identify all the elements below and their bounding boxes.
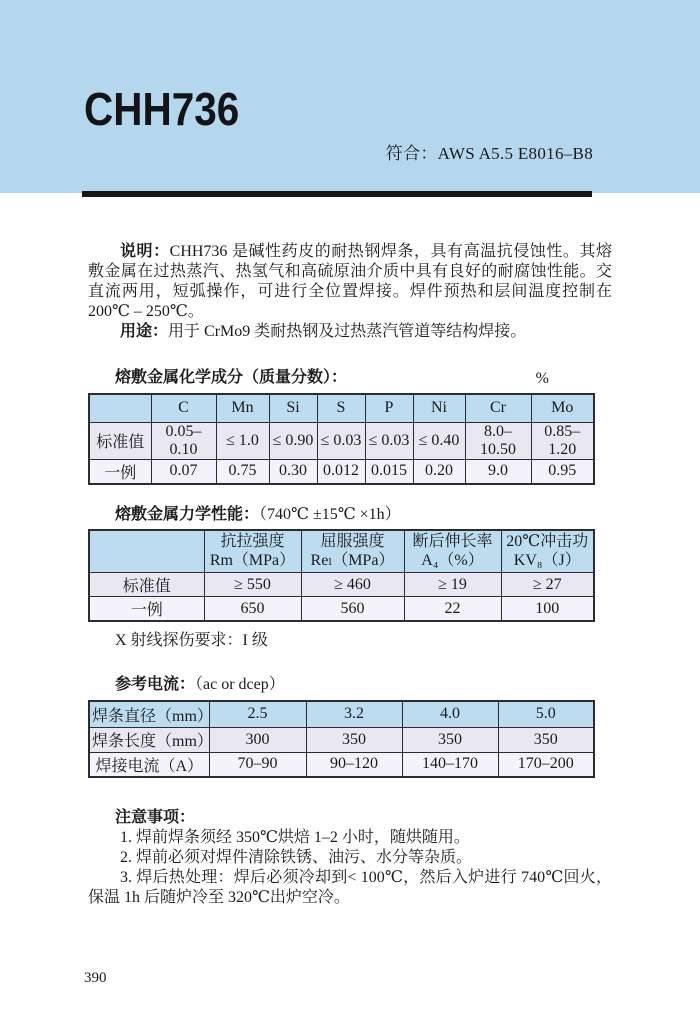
chem-col-header: S	[317, 394, 365, 422]
chem-value: 0.75	[216, 459, 269, 484]
chem-corner-cell	[89, 394, 151, 422]
row-label: 一例	[89, 459, 151, 484]
row-label: 一例	[89, 597, 204, 622]
chem-col-header: Cr	[465, 394, 531, 422]
current-diameter-row	[89, 701, 594, 727]
current-value: 5.0	[498, 701, 594, 727]
description-text: CHH736 是碱性药皮的耐热钢焊条，具有高温抗侵蚀性。其熔敷金属在过热蒸汽、热氢气和高硫原油介质中具有良好的耐腐蚀性能。交直流两用，短弧操作，可进行全位置焊接。焊件预热和层间温度控制在 200℃ – 250℃。	[88, 243, 612, 320]
chem-col-header: Si	[269, 394, 317, 422]
mech-col-header	[501, 530, 594, 573]
chemical-composition-table	[88, 393, 595, 485]
chem-value: 0.012	[317, 459, 365, 484]
row-label: 焊条长度（mm）	[89, 727, 209, 752]
compliance-standard: 符合：AWS A5.5 E8016–B8	[385, 144, 593, 163]
mech-value: ≥ 460	[301, 573, 404, 597]
mech-section-title	[88, 505, 612, 525]
chem-value: 0.05–0.10	[151, 422, 216, 459]
current-value: 3.2	[306, 701, 402, 727]
notes-title: 注意事项：	[115, 809, 196, 826]
mech-col-header	[204, 530, 301, 573]
mech-value: 650	[204, 597, 301, 622]
mech-col-name: 断后伸长率	[412, 533, 493, 551]
usage-paragraph	[88, 322, 612, 342]
mechanical-properties-table	[88, 529, 595, 623]
chem-value: ≤ 0.40	[413, 422, 465, 459]
mech-value: ≥ 550	[204, 573, 301, 597]
reference-current-table	[88, 700, 595, 778]
chem-section-title: 熔敷金属化学成分（质量分数）：	[115, 369, 348, 386]
mech-col-symbol: KV₈（J）	[513, 552, 581, 570]
mech-title-condition: （740℃ ±15℃ ×1h）	[259, 505, 401, 523]
chem-col-header: Mo	[531, 394, 594, 422]
mech-standard-row	[89, 573, 594, 597]
chem-example-row	[89, 459, 594, 484]
usage-label: 用途：	[120, 323, 169, 340]
note-item: 1. 焊前焊条须经 350℃烘焙 1–2 小时，随烘随用。	[120, 829, 470, 846]
chem-unit-percent: %	[535, 370, 549, 387]
xray-requirement: X 射线探伤要求：I 级	[115, 632, 268, 649]
mech-corner-cell	[89, 530, 204, 573]
mech-col-header	[404, 530, 501, 573]
chem-header-row	[89, 394, 594, 422]
current-value: 4.0	[402, 701, 498, 727]
mech-value: ≥ 19	[404, 573, 501, 597]
mech-value: 22	[404, 597, 501, 622]
chem-value: 0.20	[413, 459, 465, 484]
current-amperage-row	[89, 752, 594, 777]
mech-title-label: 熔敷金属力学性能：	[115, 505, 260, 523]
page-content	[88, 242, 612, 908]
mech-col-name: 抗拉强度	[220, 533, 285, 551]
chem-value: 0.85–1.20	[531, 422, 594, 459]
current-value: 2.5	[209, 701, 306, 727]
chem-value: 0.015	[365, 459, 413, 484]
mech-header-row	[89, 530, 594, 573]
current-value: 90–120	[306, 752, 402, 777]
chem-col-header: Mn	[216, 394, 269, 422]
mech-col-header	[301, 530, 404, 573]
note-item: 2. 焊前必须对焊件清除铁锈、油污、水分等杂质。	[120, 849, 473, 866]
chem-value: ≤ 1.0	[216, 422, 269, 459]
chem-value: ≤ 0.90	[269, 422, 317, 459]
current-value: 170–200	[498, 752, 594, 777]
current-title-condition: （ac or dcep）	[195, 676, 285, 693]
current-value: 350	[498, 727, 594, 752]
chem-standard-row	[89, 422, 594, 459]
row-label: 标准值	[89, 422, 151, 459]
chem-col-header: Ni	[413, 394, 465, 422]
chem-value: 8.0–10.50	[465, 422, 531, 459]
chem-value: 9.0	[465, 459, 531, 484]
row-label: 焊条直径（mm）	[89, 701, 209, 727]
current-value: 70–90	[209, 752, 306, 777]
chem-value: ≤ 0.03	[317, 422, 365, 459]
mech-value: ≥ 27	[501, 573, 594, 597]
current-section-title	[88, 675, 612, 695]
page-number: 390	[84, 970, 107, 986]
current-value: 350	[402, 727, 498, 752]
page-header	[0, 0, 700, 193]
chem-value: 0.30	[269, 459, 317, 484]
chem-col-header: P	[365, 394, 413, 422]
current-value: 300	[209, 727, 306, 752]
chem-col-header: C	[151, 394, 216, 422]
usage-text: 用于 CrMo9 类耐热钢及过热蒸汽管道等结构焊接。	[168, 323, 527, 340]
mech-col-symbol: A₄（%）	[421, 552, 484, 570]
mech-col-symbol: Rm（MPa）	[209, 552, 296, 570]
mech-col-name: 屈服强度	[320, 533, 385, 551]
chem-section-title-row	[88, 368, 593, 388]
chem-value: 0.07	[151, 459, 216, 484]
chem-value: ≤ 0.03	[365, 422, 413, 459]
mech-value: 560	[301, 597, 404, 622]
intro-section	[88, 242, 612, 342]
notes-section	[88, 808, 612, 908]
product-title: CHH736	[84, 83, 240, 135]
notes-list	[88, 828, 612, 908]
mech-example-row	[89, 597, 594, 622]
current-length-row	[89, 727, 594, 752]
current-value: 350	[306, 727, 402, 752]
note-item: 3. 焊后热处理：焊后必须冷却到< 100℃，然后入炉进行 740℃回火，保温 1h 后随炉冷至 320℃出炉空冷。	[88, 869, 612, 906]
mech-value: 100	[501, 597, 594, 622]
chem-value: 0.95	[531, 459, 594, 484]
description-paragraph	[88, 242, 612, 322]
current-title-label: 参考电流：	[115, 676, 196, 693]
mech-col-name: 20℃冲击功	[506, 533, 589, 551]
mech-col-symbol: Reₗ（MPa）	[310, 552, 395, 570]
description-label: 说明：	[120, 243, 170, 260]
current-value: 140–170	[402, 752, 498, 777]
row-label: 标准值	[89, 573, 204, 597]
row-label: 焊接电流（A）	[89, 752, 209, 777]
header-divider-bar	[82, 191, 592, 197]
